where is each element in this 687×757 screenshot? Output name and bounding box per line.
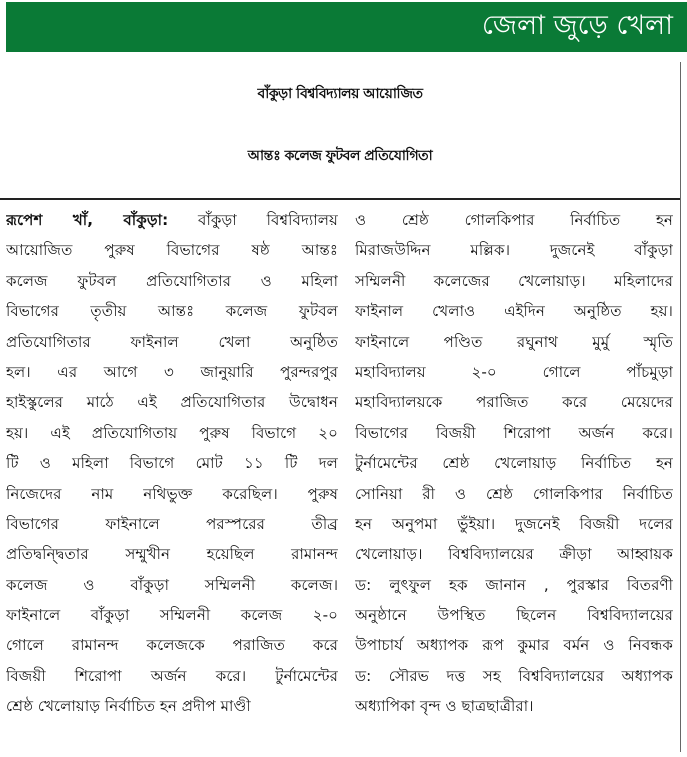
page-edge-rule <box>680 62 681 752</box>
article-line: কলেজ ফুটবল প্রতিযোগিতার ও মহিলা <box>6 271 338 290</box>
article-column-right <box>355 205 673 722</box>
article-line: সোনিয়া রী ও শ্রেষ্ঠ গোলকিপার নির্বাচিত <box>355 484 673 503</box>
section-title: জেলা জুড়ে খেলা <box>481 10 673 41</box>
article-line: টুর্নামেন্টের শ্রেষ্ঠ খেলোয়াড় নির্বাচিত হন <box>355 454 673 473</box>
article-line: বিভাগের বিজয়ী শিরোপা অর্জন করে। <box>355 423 673 442</box>
headline-line-2: আন্তঃ কলেজ ফুটবল প্রতিযোগিতা <box>247 148 433 164</box>
headline-line-1: বাঁকুড়া বিশ্ববিদ্যালয় আয়োজিত <box>257 86 423 102</box>
article-line: ও শ্রেষ্ঠ গোলকিপার নির্বাচিত হন <box>355 211 673 229</box>
article-line: অধ্যাপিকা বৃন্দ ও ছাত্রছাত্রীরা। <box>355 697 534 716</box>
article-line: হল। এর আগে ৩ জানুয়ারি পুরন্দরপুর <box>6 362 338 381</box>
article-line: প্রতিদ্বন্দ্বিতার সম্মুখীন হয়েছিল রামানন্দ <box>6 545 338 564</box>
article-line: ফাইনাল খেলাও এইদিন অনুষ্ঠিত হয়। <box>355 302 673 321</box>
article-line: কলেজ ও বাঁকুড়া সম্মিলনী কলেজ। <box>6 575 338 594</box>
article-line: মিরাজউদ্দিন মল্লিক। দুজনেই বাঁকুড়া <box>355 241 673 260</box>
article-text: বাঁকুড়া বিশ্ববিদ্যালয় <box>168 211 338 229</box>
article-line: ফাইনালে পণ্ডিত রঘুনাথ মুর্মু স্মৃতি <box>355 332 673 351</box>
article-line: মহাবিদ্যালয়কে পরাজিত করে মেয়েদের <box>355 393 673 412</box>
article-line: ড: সৌরভ দত্ত সহ বিশ্ববিদ্যালয়ের অধ্যাপক <box>355 666 673 685</box>
article-line: অনুষ্ঠানে উপস্থিত ছিলেন বিশ্ববিদ্যালয়ের <box>355 606 673 625</box>
article-line: বিভাগের তৃতীয় আন্তঃ কলেজ ফুটবল <box>6 302 338 321</box>
article-line: আয়োজিত পুরুষ বিভাগের ষষ্ঠ আন্তঃ <box>6 241 338 260</box>
article-line <box>6 205 338 235</box>
article-line: উপাচার্য অধ্যাপক রূপ কুমার বর্মন ও নিবন্ধক <box>355 636 673 655</box>
headline-divider <box>0 198 680 200</box>
article-line: হয়। এই প্রতিযোগিতায় পুরুষ বিভাগে ২০ <box>6 423 338 442</box>
article-line: বিজয়ী শিরোপা অর্জন করে। টুর্নামেন্টের <box>6 666 338 685</box>
article-line: মহাবিদ্যালয় ২-০ গোলে পাঁচমুড়া <box>355 362 673 381</box>
byline: রূপেশ খাঁ, বাঁকুড়া: <box>6 211 169 229</box>
article-line: ড: লুৎফুল হক জানান , পুরস্কার বিতরণী <box>355 575 673 594</box>
article-line: ফাইনালে বাঁকুড়া সম্মিলনী কলেজ ২-০ <box>6 606 338 625</box>
article-line: গোলে রামানন্দ কলেজকে পরাজিত করে <box>6 636 338 655</box>
article-line: বিভাগের ফাইনালে পরস্পরের তীব্র <box>6 514 338 533</box>
article-line: টি ও মহিলা বিভাগে মোট ১১ টি দল <box>6 454 338 473</box>
article-line: খেলোয়াড়। বিশ্ববিদ্যালয়ের ক্রীড়া আহ্বায়ক <box>355 545 673 564</box>
article-line: হাইস্কুলের মাঠে এই প্রতিযোগিতার উদ্বোধন <box>6 393 338 412</box>
article-line: সম্মিলনী কলেজের খেলোয়াড়। মহিলাদের <box>355 271 673 290</box>
article-line: নিজেদের নাম নথিভুক্ত করেছিল। পুরুষ <box>6 484 338 503</box>
article-line: শ্রেষ্ঠ খেলোয়াড় নির্বাচিত হন প্রদীপ মাণ্ডী <box>6 697 251 716</box>
article-column-left <box>6 205 338 722</box>
section-banner <box>6 2 687 52</box>
article-line: প্রতিযোগিতার ফাইনাল খেলা অনুষ্ঠিত <box>6 332 338 351</box>
article-line: হন অনুপমা ভুঁইয়া। দুজনেই বিজয়ী দলের <box>355 514 673 533</box>
